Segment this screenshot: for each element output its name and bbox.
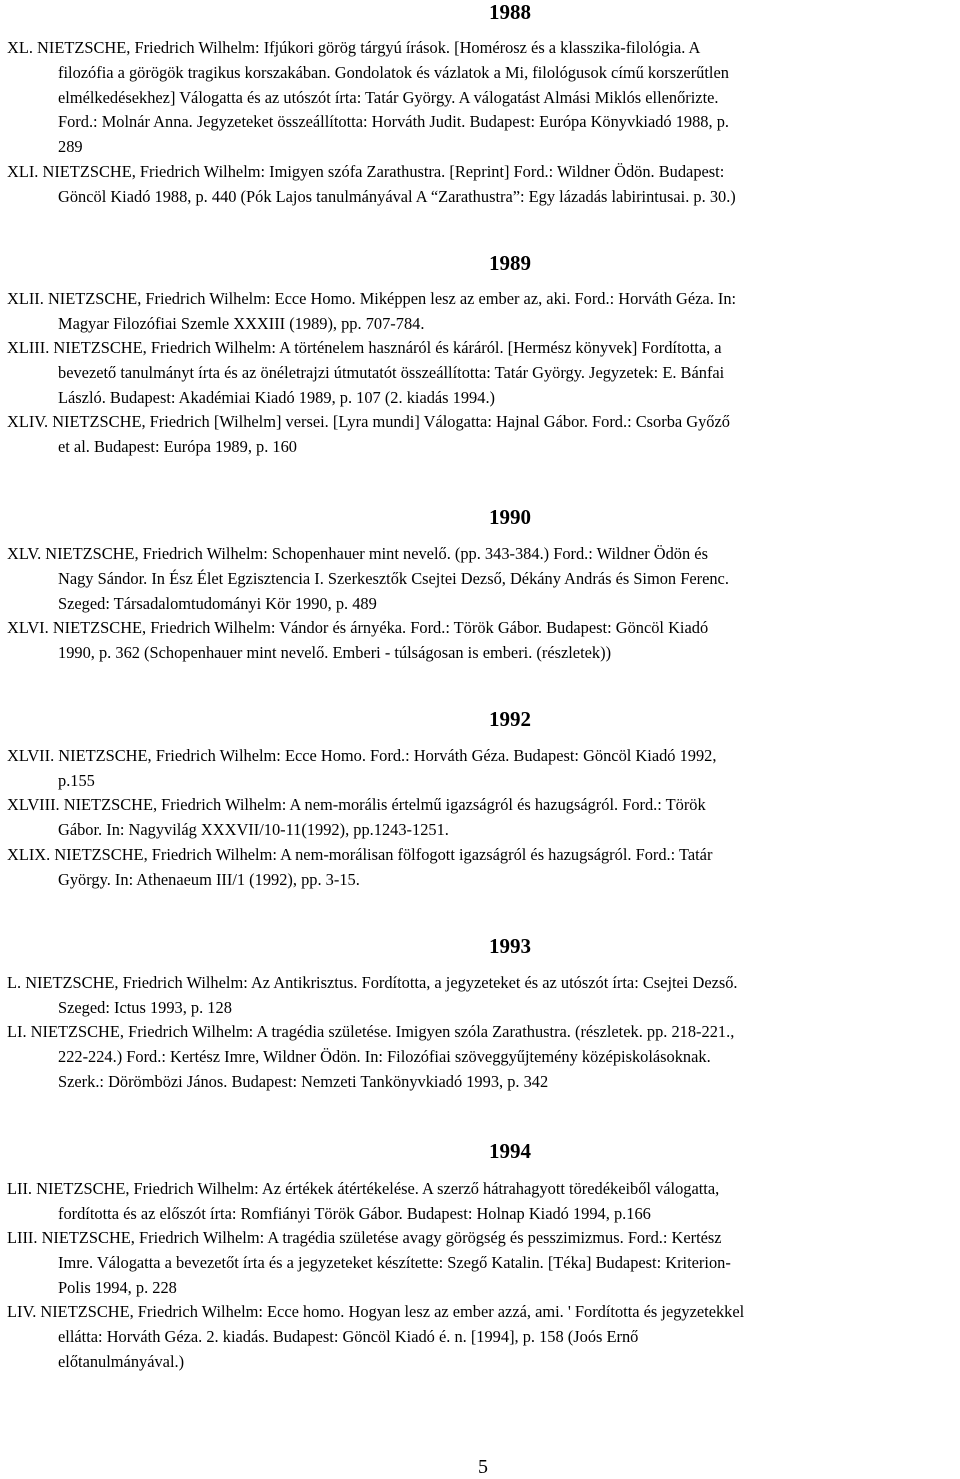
entry-line: XLVIII. NIETZSCHE, Friedrich Wilhelm: A nem-morális értelmű igazságról és hazugságról. Ford.: Török bbox=[7, 795, 706, 814]
entry-line: Gábor. In: Nagyvilág XXXVII/10-11(1992), pp.1243-1251. bbox=[58, 819, 449, 839]
entry-line: p.155 bbox=[58, 770, 95, 790]
entry-line: Nagy Sándor. In Ész Élet Egzisztencia I. Szerkesztők Csejtei Dezső, Dékány András és Simon Ferenc. bbox=[58, 568, 729, 588]
entry-line: LI. NIETZSCHE, Friedrich Wilhelm: A tragédia születése. Imigyen szóla Zarathustra. (részletek. pp. 218-221., bbox=[7, 1022, 735, 1041]
entry-line: György. In: Athenaeum III/1 (1992), pp. 3-15. bbox=[58, 869, 360, 889]
entry-line: Szeged: Társadalomtudományi Kör 1990, p. 489 bbox=[58, 593, 377, 613]
entry-l bbox=[7, 971, 957, 1021]
page-number: 5 bbox=[478, 1456, 488, 1478]
entry-liv bbox=[7, 1300, 957, 1374]
year-heading-1988: 1988 bbox=[489, 0, 531, 24]
entry-line: László. Budapest: Akadémiai Kiadó 1989, p. 107 (2. kiadás 1994.) bbox=[58, 387, 496, 407]
entry-line: 1990, p. 362 (Schopenhauer mint nevelő. Emberi - túlságosan is emberi. (részletek)) bbox=[58, 642, 612, 662]
entry-line: Szerk.: Dörömbözi János. Budapest: Nemzeti Tankönyvkiadó 1993, p. 342 bbox=[58, 1071, 549, 1091]
year-heading-1989: 1989 bbox=[489, 251, 531, 275]
entry-line: Göncöl Kiadó 1988, p. 440 (Pók Lajos tanulmányával A “Zarathustra”: Egy lázadás labirintusai. p. 30.) bbox=[58, 186, 736, 206]
entry-li bbox=[7, 1020, 957, 1094]
entry-line: XL. NIETZSCHE, Friedrich Wilhelm: Ifjúkori görög tárgyú írások. [Homérosz és a klasszika-filológia. A bbox=[7, 38, 701, 57]
entry-line: előtanulmányával.) bbox=[58, 1351, 185, 1371]
year-heading-1990: 1990 bbox=[489, 505, 531, 529]
entry-line: filozófia a görögök tragikus korszakában. Gondolatok és vázlatok a Mi, filológusok című korszerűtlen bbox=[58, 62, 729, 82]
entry-line: XLII. NIETZSCHE, Friedrich Wilhelm: Ecce Homo. Miképpen lesz az ember az, aki. Ford.: Horváth Géza. In: bbox=[7, 289, 737, 308]
entry-line: 222-224.) Ford.: Kertész Imre, Wildner Ödön. In: Filozófiai szöveggyűjtemény középiskolásoknak. bbox=[58, 1046, 711, 1066]
entry-line: LIV. NIETZSCHE, Friedrich Wilhelm: Ecce homo. Hogyan lesz az ember azzá, ami. ' Fordította és jegyzetekkel bbox=[7, 1302, 745, 1321]
entry-line: XLIII. NIETZSCHE, Friedrich Wilhelm: A történelem hasznáról és káráról. [Hermész könyvek] Fordította, a bbox=[7, 338, 722, 357]
entry-line: Szeged: Ictus 1993, p. 128 bbox=[58, 997, 232, 1017]
entry-line: bevezető tanulmányt írta és az önéletrajzi útmutatót összeállította: Tatár György. Jegyzetek: E. Bánfai bbox=[58, 362, 725, 382]
year-heading-1992: 1992 bbox=[489, 707, 531, 731]
year-heading-1993: 1993 bbox=[489, 934, 531, 958]
entry-xliv bbox=[7, 410, 957, 460]
entry-lii bbox=[7, 1177, 957, 1227]
entry-line: L. NIETZSCHE, Friedrich Wilhelm: Az Antikrisztus. Fordította, a jegyzeteket és az utószót írta: Csejtei Dezső. bbox=[7, 973, 738, 992]
entry-line: Magyar Filozófiai Szemle XXXIII (1989), pp. 707-784. bbox=[58, 313, 425, 333]
entry-line: LII. NIETZSCHE, Friedrich Wilhelm: Az értékek átértékelése. A szerző hátrahagyott töredékeiből válogatta, bbox=[7, 1179, 720, 1198]
entry-line: XLV. NIETZSCHE, Friedrich Wilhelm: Schopenhauer mint nevelő. (pp. 343-384.) Ford.: Wildner Ödön és bbox=[7, 544, 708, 563]
entry-line: 289 bbox=[58, 137, 83, 157]
entry-xlvi bbox=[7, 616, 957, 666]
entry-line: XLVII. NIETZSCHE, Friedrich Wilhelm: Ecce Homo. Ford.: Horváth Géza. Budapest: Göncöl Kiadó 1992, bbox=[7, 746, 717, 765]
entry-line: ellátta: Horváth Géza. 2. kiadás. Budapest: Göncöl Kiadó é. n. [1994], p. 158 (Joós Ernő bbox=[58, 1326, 639, 1346]
entry-xlii bbox=[7, 287, 957, 337]
entry-xlviii bbox=[7, 793, 957, 843]
entry-xli bbox=[7, 160, 957, 210]
entry-line: elmélkedésekhez] Válogatta és az utószót írta: Tatár György. A válogatást Almási Miklós ellenőrizte. bbox=[58, 87, 719, 107]
entry-line: XLIV. NIETZSCHE, Friedrich [Wilhelm] versei. [Lyra mundi] Válogatta: Hajnal Gábor. Ford.: Csorba Győző bbox=[7, 412, 730, 431]
year-heading-1994: 1994 bbox=[489, 1139, 531, 1163]
entry-line: fordította és az előszót írta: Romfiányi Török Gábor. Budapest: Holnap Kiadó 1994, p.166 bbox=[58, 1203, 651, 1223]
entry-line: XLIX. NIETZSCHE, Friedrich Wilhelm: A nem-morálisan fölfogott igazságról és hazugságról. Ford.: Tatár bbox=[7, 845, 713, 864]
entry-liii bbox=[7, 1226, 957, 1300]
entry-line: LIII. NIETZSCHE, Friedrich Wilhelm: A tragédia születése avagy görögség és pesszimizmus. Ford.: Kertész bbox=[7, 1228, 722, 1247]
entry-line: et al. Budapest: Európa 1989, p. 160 bbox=[58, 436, 297, 456]
entry-line: Ford.: Molnár Anna. Jegyzeteket összeállította: Horváth Judit. Budapest: Európa Könyvkiadó 1988, p. bbox=[58, 112, 729, 132]
entry-xliii bbox=[7, 336, 957, 410]
entry-xlv bbox=[7, 542, 957, 616]
entry-line: XLVI. NIETZSCHE, Friedrich Wilhelm: Vándor és árnyéka. Ford.: Török Gábor. Budapest: Göncöl Kiadó bbox=[7, 618, 709, 637]
entry-line: Imre. Válogatta a bevezetőt írta és a jegyzeteket készítette: Szegő Katalin. [Téka] Budapest: Kriterion- bbox=[58, 1252, 731, 1272]
entry-xl bbox=[7, 36, 957, 160]
entry-line: Polis 1994, p. 228 bbox=[58, 1277, 177, 1297]
entry-line: XLI. NIETZSCHE, Friedrich Wilhelm: Imigyen szófa Zarathustra. [Reprint] Ford.: Wildner Ödön. Budapest: bbox=[7, 162, 725, 181]
entry-xlix bbox=[7, 843, 957, 893]
entry-xlvii bbox=[7, 744, 957, 794]
